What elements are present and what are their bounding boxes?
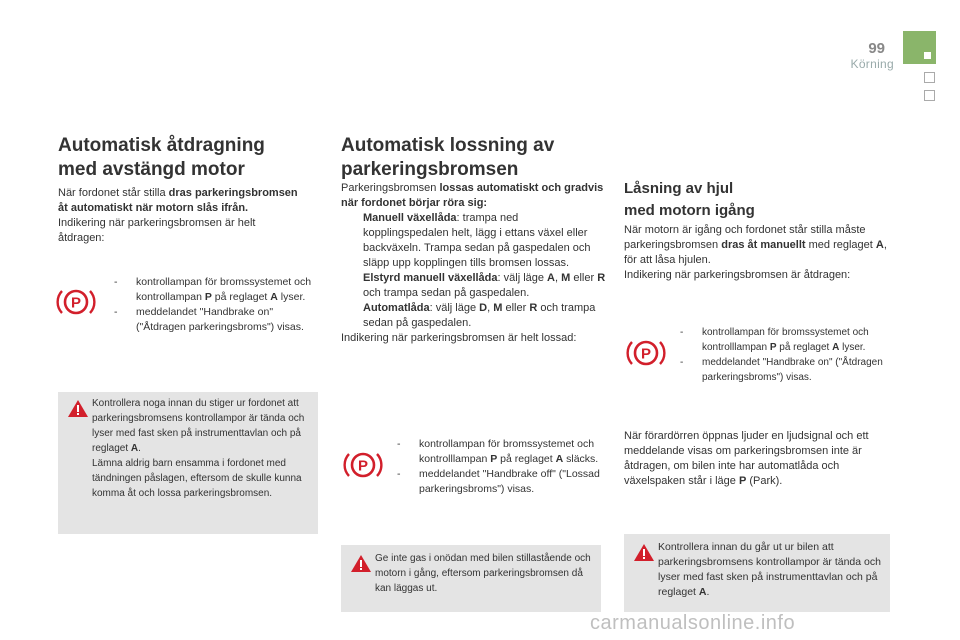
list-text: släcks. — [563, 453, 599, 465]
col3-indicator-list — [680, 325, 892, 385]
list-text: lyser. — [839, 342, 866, 353]
note-key: A — [130, 443, 139, 454]
col1-intro-bold: dras parkeringsbromsen åt automatiskt när motorn slås ifrån. — [58, 187, 298, 214]
col2-heading — [341, 134, 606, 182]
note-key: A — [698, 586, 707, 598]
col1-title-line1: Automatisk åtdragning — [58, 135, 265, 156]
bullet-text: , — [555, 272, 562, 284]
list-key: P — [769, 342, 777, 353]
bullet-text: och trampa sedan på gaspedalen. — [363, 302, 596, 329]
note-text: Kontrollera innan du går ut ur bilen att parkeringsbromsens kontrollampor är tända och lyser med fast sken på instrumenttavlan och på reglaget — [658, 541, 881, 598]
col3-intro-text: , för att låsa hjulen. — [624, 239, 887, 266]
list-text: på reglaget — [776, 342, 833, 353]
list-key: A — [555, 453, 564, 465]
list-text: kontrollampan för bromssystemet och kontrolllampan — [419, 438, 595, 465]
door-text: (Park). — [746, 475, 783, 487]
col1-indicator-list — [114, 275, 319, 335]
list-text: kontrollampan för bromssystemet och kontrollampan — [136, 276, 312, 303]
list-text: lyser. — [277, 291, 306, 303]
col1-warning-note — [58, 392, 318, 534]
parking-brake-warning-icon — [54, 285, 98, 319]
note-text: Ge inte gas i onödan med bilen stillastående och motorn i gång, eftersom parkeringsbromsen då kan läggas ut. — [375, 553, 591, 594]
p-symbol: P — [70, 294, 82, 312]
bullet-key: M — [561, 272, 571, 284]
col2-body — [341, 181, 606, 346]
list-item — [680, 355, 892, 385]
list-text: meddelandet "Handbrake on" ("Åtdragen parkeringsbroms") visas. — [702, 357, 883, 383]
list-key: P — [204, 291, 212, 303]
list-item — [397, 467, 605, 497]
door-text: När förardörren öppnas ljuder en ljudsignal och ett meddelande visas om parkeringsbromsen inte är åtdragen, om bilen inte har automatlåda och växelspaken står i läge — [624, 430, 869, 487]
col2-title-line1: Automatisk lossning av — [341, 135, 555, 156]
col3-intro-indication: Indikering när parkeringsbromsen är åtdragen: — [624, 269, 851, 281]
warning-icon — [634, 544, 654, 561]
col1-heading — [58, 134, 323, 182]
bullet-key: M — [493, 302, 503, 314]
col3-intro-key: A — [875, 239, 884, 251]
list-text: kontrollampan för bromssystemet och kontrolllampan — [702, 327, 869, 353]
bullet-key: R — [597, 272, 606, 284]
note-text: . — [706, 586, 710, 598]
list-dash: - — [397, 468, 401, 480]
section-box-1 — [924, 72, 935, 83]
list-dash: - — [114, 276, 118, 288]
list-text: på reglaget — [211, 291, 271, 303]
list-item — [397, 437, 605, 467]
col3-door-paragraph — [624, 429, 889, 489]
col2-warning-note — [341, 545, 601, 612]
bullet-label: Elstyrd manuell växellåda — [363, 272, 498, 284]
list-text: på reglaget — [497, 453, 556, 465]
list-item — [341, 271, 606, 301]
list-item — [114, 275, 319, 305]
chapter-title: Körning — [850, 57, 894, 71]
list-text: meddelandet "Handbrake on" ("Åtdragen parkeringsbroms") visas. — [136, 306, 304, 333]
p-symbol: P — [357, 457, 369, 475]
warning-icon — [351, 555, 371, 572]
watermark: carmanualsonline.info — [590, 612, 796, 634]
p-symbol: P — [640, 345, 652, 363]
col2-intro — [341, 181, 606, 211]
bullet-key: D — [479, 302, 488, 314]
col3-intro-text: med reglaget — [805, 239, 876, 251]
warning-icon — [68, 400, 88, 417]
list-dash: - — [680, 357, 684, 368]
list-item — [114, 305, 319, 335]
note-text: Lämna aldrig barn ensamma i fordonet med tändningen påslagen, eftersom de skulle kunna komma åt och lossa parkeringsbromsen. — [92, 458, 302, 499]
list-text: meddelandet "Handbrake off" ("Lossad parkeringsbroms") visas. — [419, 468, 600, 495]
col3-title-line2: med motorn igång — [624, 202, 755, 219]
col2-intro-text: Parkeringsbromsen — [341, 182, 440, 194]
col3-heading — [624, 178, 889, 222]
bullet-text: eller — [502, 302, 530, 314]
section-box-2 — [924, 90, 935, 101]
bullet-key: A — [547, 272, 555, 284]
list-key: P — [490, 453, 498, 465]
bullet-text: : trampa ned kopplingspedalen helt, lägg i ettans växel eller backväxeln. Trampa sedan på gaspedalen och släpp upp kopplingen tills bromsen lossas. — [363, 212, 591, 269]
col3-intro-bold: dras åt manuellt — [721, 239, 806, 251]
bullet-text: : välj läge — [429, 302, 480, 314]
col3-title-line1: Låsning av hjul — [624, 180, 734, 197]
list-item — [341, 211, 606, 271]
col1-intro — [58, 186, 298, 246]
list-item — [680, 325, 892, 355]
list-dash: - — [114, 306, 118, 318]
col3-intro — [624, 223, 889, 283]
door-key: P — [738, 475, 747, 487]
list-dash: - — [680, 327, 684, 338]
list-dash: - — [397, 438, 401, 450]
bullet-text: och trampa sedan på gaspedalen. — [363, 287, 530, 299]
col2-title-line2: parkeringsbromsen — [341, 159, 519, 180]
parking-brake-warning-icon — [624, 336, 668, 370]
col3-intro-text: När motorn är igång och fordonet står stilla måste parkeringsbromsen — [624, 224, 866, 251]
bullet-text: , — [487, 302, 494, 314]
list-item — [341, 301, 606, 331]
bullet-key: R — [529, 302, 538, 314]
bullet-text: : välj läge — [497, 272, 548, 284]
list-key: A — [270, 291, 278, 303]
chapter-tab — [903, 31, 936, 64]
chapter-tab-marker — [924, 52, 931, 59]
col1-title-line2: med avstängd motor — [58, 159, 245, 180]
bullet-label: Automatlåda — [363, 302, 430, 314]
col2-intro-bold: lossas automatiskt och gradvis när fordonet börjar röra sig: — [341, 182, 604, 209]
col3-warning-note — [624, 534, 890, 612]
parking-brake-warning-icon — [341, 448, 385, 482]
page-number: 99 — [868, 40, 885, 57]
col1-intro-indication: Indikering när parkeringsbromsen är helt åtdragen: — [58, 217, 256, 244]
note-text: . — [138, 443, 141, 454]
col2-indicator-list — [397, 437, 605, 497]
note-text: Kontrollera noga innan du stiger ur fordonet att parkeringsbromsens kontrollampor är tända och lyser med fast sken på instrumenttavlan och på reglaget — [92, 398, 305, 454]
bullet-text: eller — [570, 272, 598, 284]
col2-indication: Indikering när parkeringsbromsen är helt lossad: — [341, 332, 577, 344]
col1-intro-text: När fordonet står stilla — [58, 187, 169, 199]
list-key: A — [832, 342, 840, 353]
bullet-label: Manuell växellåda — [363, 212, 457, 224]
